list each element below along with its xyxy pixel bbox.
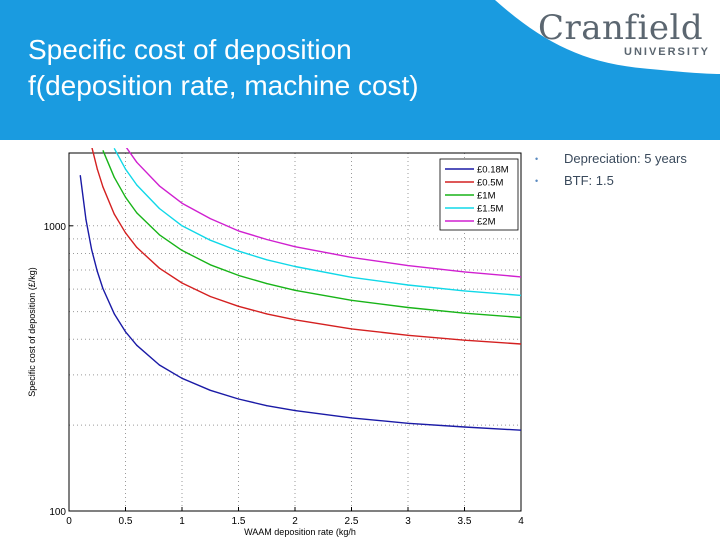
bullet-item: [535, 170, 720, 192]
x-tick-label: 2.5: [344, 516, 359, 527]
slide-title: [28, 32, 498, 104]
legend-label: £0.18M: [477, 164, 509, 176]
x-tick-label: 0.5: [118, 516, 133, 527]
y-tick-label: 1000: [43, 221, 66, 233]
x-tick-label: 0: [66, 516, 72, 527]
bullet-item: [535, 148, 720, 170]
logo-wordmark: Cranfield: [538, 8, 704, 48]
legend-label: £2M: [477, 216, 496, 228]
logo-subtitle: UNIVERSITY: [624, 46, 711, 58]
legend-label: £1.5M: [477, 203, 504, 215]
x-tick-label: 4: [518, 516, 524, 527]
bullet-text: BTF: 1.5: [564, 173, 614, 188]
cost-chart: [22, 148, 532, 538]
bullet-list: [535, 148, 720, 192]
bullet-text: Depreciation: 5 years: [564, 151, 687, 166]
bullet-icon: •: [535, 176, 539, 186]
legend-label: £1M: [477, 190, 496, 202]
x-axis-label: WAAM deposition rate (kg/h: [244, 527, 356, 537]
slide-title-line-1: Specific cost of deposition: [28, 34, 352, 65]
y-tick-label: 100: [49, 507, 66, 518]
title-banner: [0, 0, 720, 140]
x-tick-label: 1.5: [231, 516, 246, 527]
legend-label: £0.5M: [477, 177, 504, 189]
x-tick-label: 2: [292, 516, 298, 527]
x-tick-label: 1: [179, 516, 185, 527]
university-logo: [538, 8, 720, 68]
x-tick-label: 3: [405, 516, 411, 527]
x-tick-label: 3.5: [457, 516, 472, 527]
slide-title-line-2: f(deposition rate, machine cost): [28, 70, 419, 101]
legend: [440, 159, 518, 230]
bullet-icon: •: [535, 154, 539, 164]
y-axis-label: Specific cost of deposition (£/kg): [27, 267, 37, 397]
